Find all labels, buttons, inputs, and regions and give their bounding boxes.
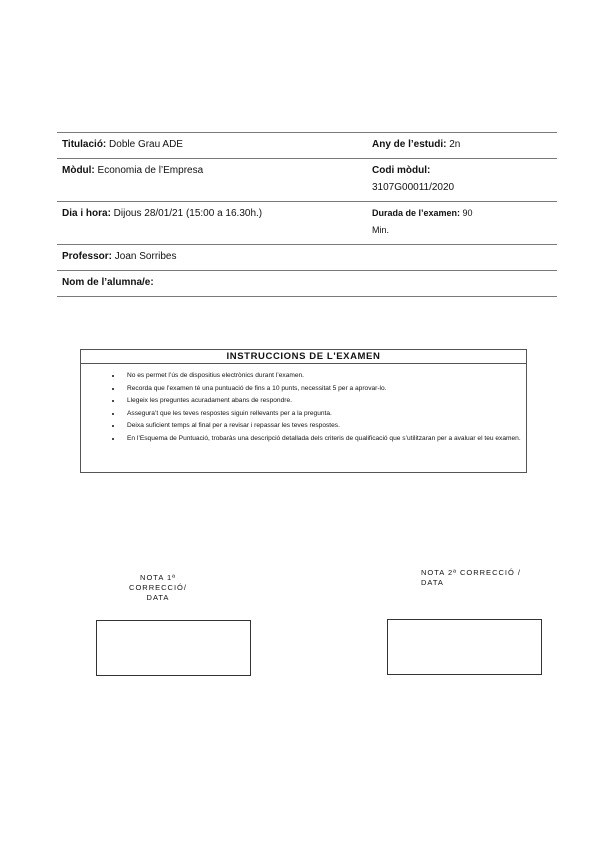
second-grade-label bbox=[421, 568, 521, 588]
exam-header-table bbox=[57, 132, 557, 297]
nom-label: Nom de l’alumna/e: bbox=[62, 277, 154, 288]
nom-cell bbox=[57, 271, 557, 297]
header-row-titulacio bbox=[57, 133, 557, 159]
codi-label: Codi mòdul: bbox=[372, 165, 431, 176]
any-value: 2n bbox=[446, 139, 461, 150]
dia-cell bbox=[57, 202, 367, 245]
instructions-box bbox=[80, 349, 527, 473]
titulacio-cell bbox=[57, 133, 367, 159]
dia-label: Dia i hora: bbox=[62, 208, 111, 219]
instruction-item: • Deixa suficient temps al final per a revisar i repassar les teves respostes. bbox=[122, 420, 526, 433]
second-grade-label-line2: DATA bbox=[421, 578, 444, 587]
dia-value: Dijous 28/01/21 (15:00 a 16.30h.) bbox=[110, 208, 263, 219]
professor-cell bbox=[57, 245, 557, 271]
any-label: Any de l’estudi: bbox=[372, 139, 447, 150]
durada-value: 90 bbox=[460, 208, 473, 218]
instruction-item: • Assegura’t que les teves respostes siguin rellevants per a la pregunta. bbox=[122, 408, 526, 421]
modul-label: Mòdul: bbox=[62, 165, 95, 176]
instruction-item: • Recorda que l’examen té una puntuació de fins a 10 punts, necessitat 5 per a aprovar-lo. bbox=[122, 383, 526, 396]
durada-label: Durada de l’examen: bbox=[372, 208, 461, 218]
header-row-dia bbox=[57, 202, 557, 245]
durada-unit: Min. bbox=[372, 225, 390, 235]
header-row-modul bbox=[57, 159, 557, 202]
first-grade-label-line2-text: DATA bbox=[146, 593, 170, 602]
instructions-title: INSTRUCCIONS DE L'EXAMEN bbox=[81, 350, 526, 364]
second-grade-box[interactable] bbox=[387, 619, 542, 675]
titulacio-value: Doble Grau ADE bbox=[106, 139, 183, 150]
durada-cell bbox=[367, 202, 557, 245]
first-grade-label bbox=[115, 573, 201, 603]
instruction-item: • No es permet l’ús de dispositius electrònics durant l’examen. bbox=[122, 370, 526, 383]
codi-cell bbox=[367, 159, 557, 202]
modul-cell bbox=[57, 159, 367, 202]
header-row-professor bbox=[57, 245, 557, 271]
header-row-nom bbox=[57, 271, 557, 297]
professor-label: Professor: bbox=[62, 251, 113, 262]
titulacio-label: Titulació: bbox=[62, 139, 107, 150]
instruction-item: • En l’Esquema de Puntuació, trobaràs una descripció detallada dels criteris de qualificació que s’utilitzaran per a avaluar el teu examen. bbox=[122, 433, 526, 446]
codi-value: 3107G00011/2020 bbox=[372, 182, 455, 193]
second-grade-label-line1: NOTA 2ª CORRECCIÓ / bbox=[421, 568, 521, 577]
instruction-item: • Llegeix les preguntes acuradament abans de respondre. bbox=[122, 395, 526, 408]
professor-value: Joan Sorribes bbox=[112, 251, 177, 262]
instructions-list bbox=[81, 370, 526, 445]
first-grade-label-line1: NOTA 1ª CORRECCIÓ/ bbox=[129, 573, 187, 592]
any-cell bbox=[367, 133, 557, 159]
first-grade-box[interactable] bbox=[96, 620, 251, 676]
modul-value: Economia de l’Empresa bbox=[94, 165, 204, 176]
